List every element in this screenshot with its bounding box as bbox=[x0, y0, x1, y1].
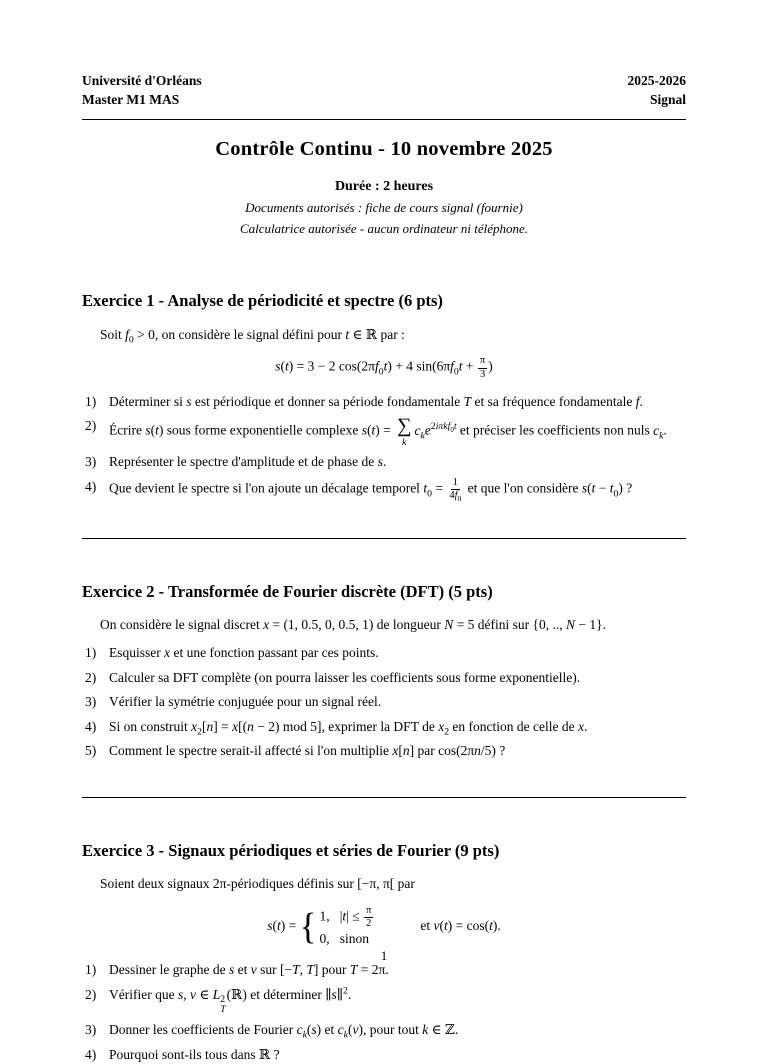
item-text: Représenter le spectre d'amplitude et de phase de s. bbox=[109, 454, 387, 470]
list-item bbox=[82, 692, 686, 712]
list-item bbox=[82, 392, 686, 412]
item-number: 2) bbox=[85, 669, 97, 685]
item-text: Donner les coefficients de Fourier $c_k(s)$ et $c_k(v)$, pour tout k ∈ ℤ. bbox=[109, 1022, 459, 1041]
list-item bbox=[82, 1045, 686, 1064]
list-item bbox=[82, 452, 686, 472]
item-text: Esquisser x et une fonction passant par ces points. bbox=[109, 645, 379, 661]
item-number: 2) bbox=[85, 986, 97, 1002]
academic-year: 2025-2026 bbox=[627, 73, 686, 88]
item-text: Comment le spectre serait-il affecté si l'on multiplie x[n] par cos(2πn/5) ? bbox=[109, 743, 506, 759]
item-number: 4) bbox=[85, 718, 97, 734]
exercise-1-heading: Exercice 1 - Analyse de périodicité et spectre (6 pts) bbox=[82, 291, 443, 311]
item-text: Vérifier la symétrie conjuguée pour un signal réel. bbox=[109, 694, 382, 710]
exercise-3-heading: Exercice 3 - Signaux périodiques et séries de Fourier (9 pts) bbox=[82, 840, 500, 860]
course-name: Signal bbox=[649, 91, 686, 107]
program-name: Master M1 MAS bbox=[82, 91, 180, 107]
exercise-3-equation: s(t) = { 1, |t| ≤ $\frac{\pi}{2}$ 0, sinon et v(t) = cos(t). bbox=[267, 904, 501, 948]
calculator-line: Calculatrice autorisée - aucun ordinateur ni téléphone. bbox=[240, 220, 528, 236]
exercise-3-items bbox=[82, 960, 686, 1064]
item-text: Calculer sa DFT complète (on pourra laisser les coefficients sous forme exponentielle). bbox=[109, 669, 581, 685]
item-text: Pourquoi sont-ils tous dans ℝ ? bbox=[109, 1046, 280, 1062]
header-divider bbox=[82, 119, 686, 120]
list-item bbox=[82, 416, 686, 447]
page-number: 1 bbox=[380, 948, 388, 964]
exercise-1 bbox=[82, 290, 686, 502]
exercise-2 bbox=[82, 581, 686, 761]
header-left bbox=[82, 72, 202, 110]
exercise-1-intro: Soit $f_0 > 0$, on considère le signal défini pour t ∈ ℝ par : bbox=[100, 326, 405, 346]
list-item bbox=[82, 643, 686, 663]
item-number: 3) bbox=[85, 454, 97, 470]
document-header bbox=[82, 72, 686, 110]
list-item bbox=[82, 741, 686, 761]
item-text: Dessiner le graphe de s et v sur [−T, T] pour T = 2π. bbox=[109, 961, 389, 977]
item-text: Si on construit $x_2[n] = x[(n - 2)$ mod 5], exprimer la DFT de $x_2$ en fonction de celle de x. bbox=[109, 718, 588, 738]
item-number: 1) bbox=[85, 645, 97, 661]
item-text: Déterminer si s est périodique et donner sa période fondamentale T et sa fréquence fondamentale f. bbox=[109, 393, 643, 409]
exercise-2-heading: Exercice 2 - Transformée de Fourier discrète (DFT) (5 pts) bbox=[82, 582, 493, 602]
list-item bbox=[82, 668, 686, 688]
institution-name: Université d'Orléans bbox=[82, 73, 202, 88]
list-item bbox=[82, 477, 686, 502]
duration-line: Durée : 2 heures bbox=[334, 178, 434, 194]
list-item bbox=[82, 985, 686, 1016]
item-text: Que devient le spectre si l'on ajoute un décalage temporel $t_0$ = $\frac{1}{4f_0}$ et que l'on considère $s(t - t_0)$ ? bbox=[109, 476, 633, 503]
item-number: 5) bbox=[85, 743, 97, 759]
header-right bbox=[628, 72, 687, 110]
item-number: 1) bbox=[85, 961, 97, 977]
item-text: Vérifier que s, v ∈ L 2 T (ℝ) et déterminer ∥s∥$^2$. bbox=[109, 985, 352, 1016]
item-number: 3) bbox=[85, 1022, 97, 1038]
section-divider bbox=[82, 797, 686, 798]
exercise-3-intro: Soient deux signaux 2π-périodiques définis sur [−π, π[ par bbox=[100, 876, 415, 892]
item-number: 1) bbox=[85, 393, 97, 409]
exercise-2-intro: On considère le signal discret x = (1, 0.5, 0, 0.5, 1) de longueur N = 5 défini sur {0, .., N − 1}. bbox=[100, 617, 607, 633]
item-number: 4) bbox=[85, 478, 97, 494]
section-divider bbox=[82, 538, 686, 539]
item-text: Écrire s(t) sous forme exponentielle complexe s(t) = ∑ k $c_ke^{2i\pi kf_0t}$ et préciser les coefficients non nuls $c_k$. bbox=[109, 415, 667, 448]
exercise-1-equation: s(t) = 3 − 2 $\cos(2\pi f_0t) + 4$ $\sin(6\pi f_0t$ + $\frac{\pi}{3}$ ) bbox=[275, 355, 493, 380]
documents-authorized-line: Documents autorisés : fiche de cours signal (fournie) bbox=[245, 199, 523, 215]
exercise-2-items bbox=[82, 643, 686, 761]
item-number: 4) bbox=[85, 1046, 97, 1062]
item-number: 2) bbox=[85, 418, 97, 434]
list-item bbox=[82, 717, 686, 737]
exercise-1-items bbox=[82, 392, 686, 502]
document-title: Contrôle Continu - 10 novembre 2025 bbox=[215, 137, 553, 160]
list-item bbox=[82, 1020, 686, 1040]
item-number: 3) bbox=[85, 694, 97, 710]
